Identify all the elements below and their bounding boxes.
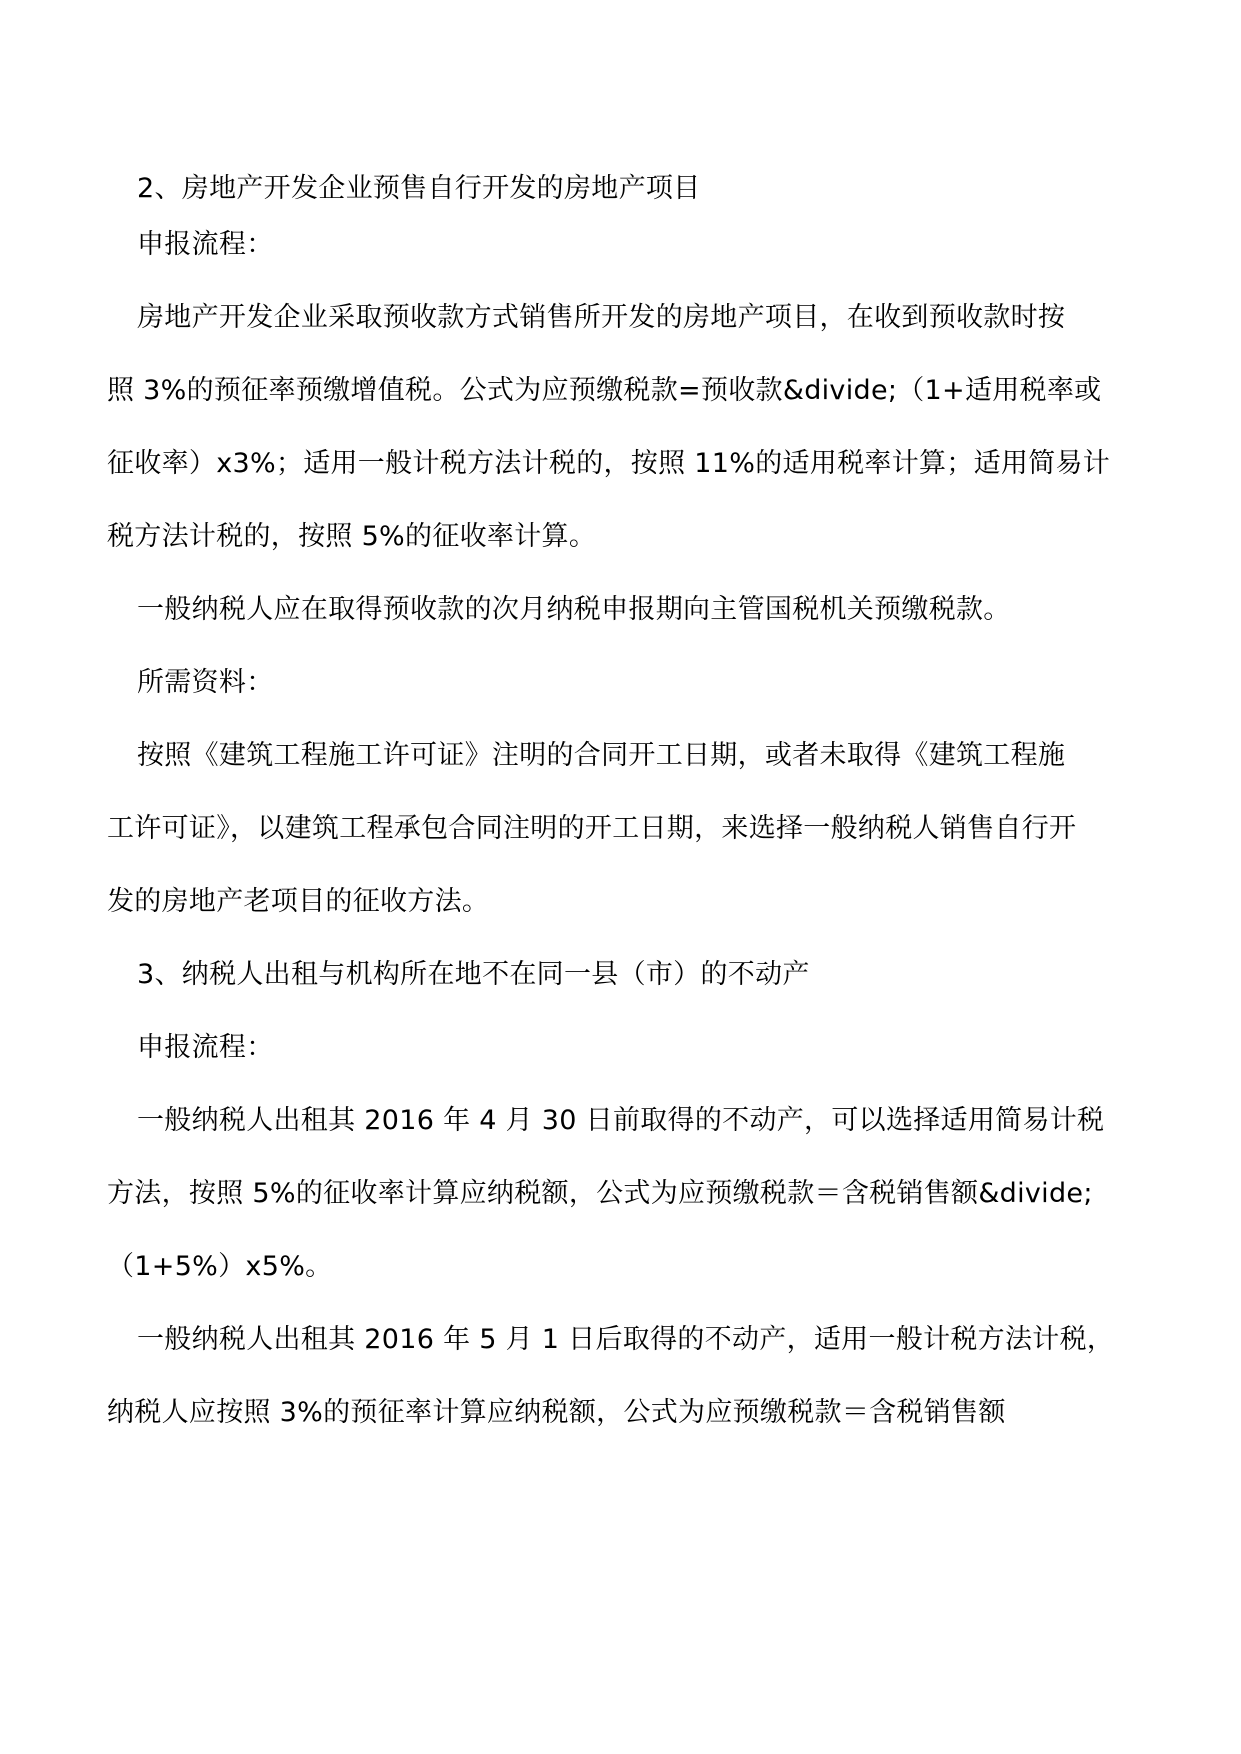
subheading-declaration-process: 申报流程：	[137, 229, 274, 260]
paragraph-line: 照 3%的预征率预缴增值税。公式为应预缴税款=预收款&divide;（1+适用税率或	[107, 375, 1102, 406]
paragraph-line: 一般纳税人出租其 2016 年 4 月 30 日前取得的不动产，可以选择适用简易计税	[137, 1105, 1105, 1136]
paragraph-line: 纳税人应按照 3%的预征率计算应纳税额，公式为应预缴税款＝含税销售额	[107, 1397, 1006, 1428]
paragraph-line: 一般纳税人应在取得预收款的次月纳税申报期向主管国税机关预缴税款。	[137, 594, 1011, 625]
paragraph-line: （1+5%）x5%。	[107, 1251, 333, 1282]
paragraph-line: 一般纳税人出租其 2016 年 5 月 1 日后取得的不动产，适用一般计税方法计税，	[137, 1324, 1115, 1355]
paragraph-line: 房地产开发企业采取预收款方式销售所开发的房地产项目，在收到预收款时按	[137, 302, 1066, 333]
paragraph-line: 方法，按照 5%的征收率计算应纳税额，公式为应预缴税款＝含税销售额&divide;	[107, 1178, 1093, 1209]
subheading-declaration-process: 申报流程：	[137, 1032, 274, 1063]
section-heading-2: 2、房地产开发企业预售自行开发的房地产项目	[137, 173, 701, 204]
paragraph-line: 按照《建筑工程施工许可证》注明的合同开工日期，或者未取得《建筑工程施	[137, 740, 1066, 771]
paragraph-line: 发的房地产老项目的征收方法。	[107, 886, 490, 917]
section-heading-3: 3、纳税人出租与机构所在地不在同一县（市）的不动产	[137, 959, 810, 990]
paragraph-line: 税方法计税的，按照 5%的征收率计算。	[107, 521, 597, 552]
paragraph-line: 工许可证》，以建筑工程承包合同注明的开工日期，来选择一般纳税人销售自行开	[107, 813, 1077, 844]
paragraph-line: 征收率）x3%；适用一般计税方法计税的，按照 11%的适用税率计算；适用简易计	[107, 448, 1111, 479]
subheading-required-materials: 所需资料：	[137, 667, 274, 698]
